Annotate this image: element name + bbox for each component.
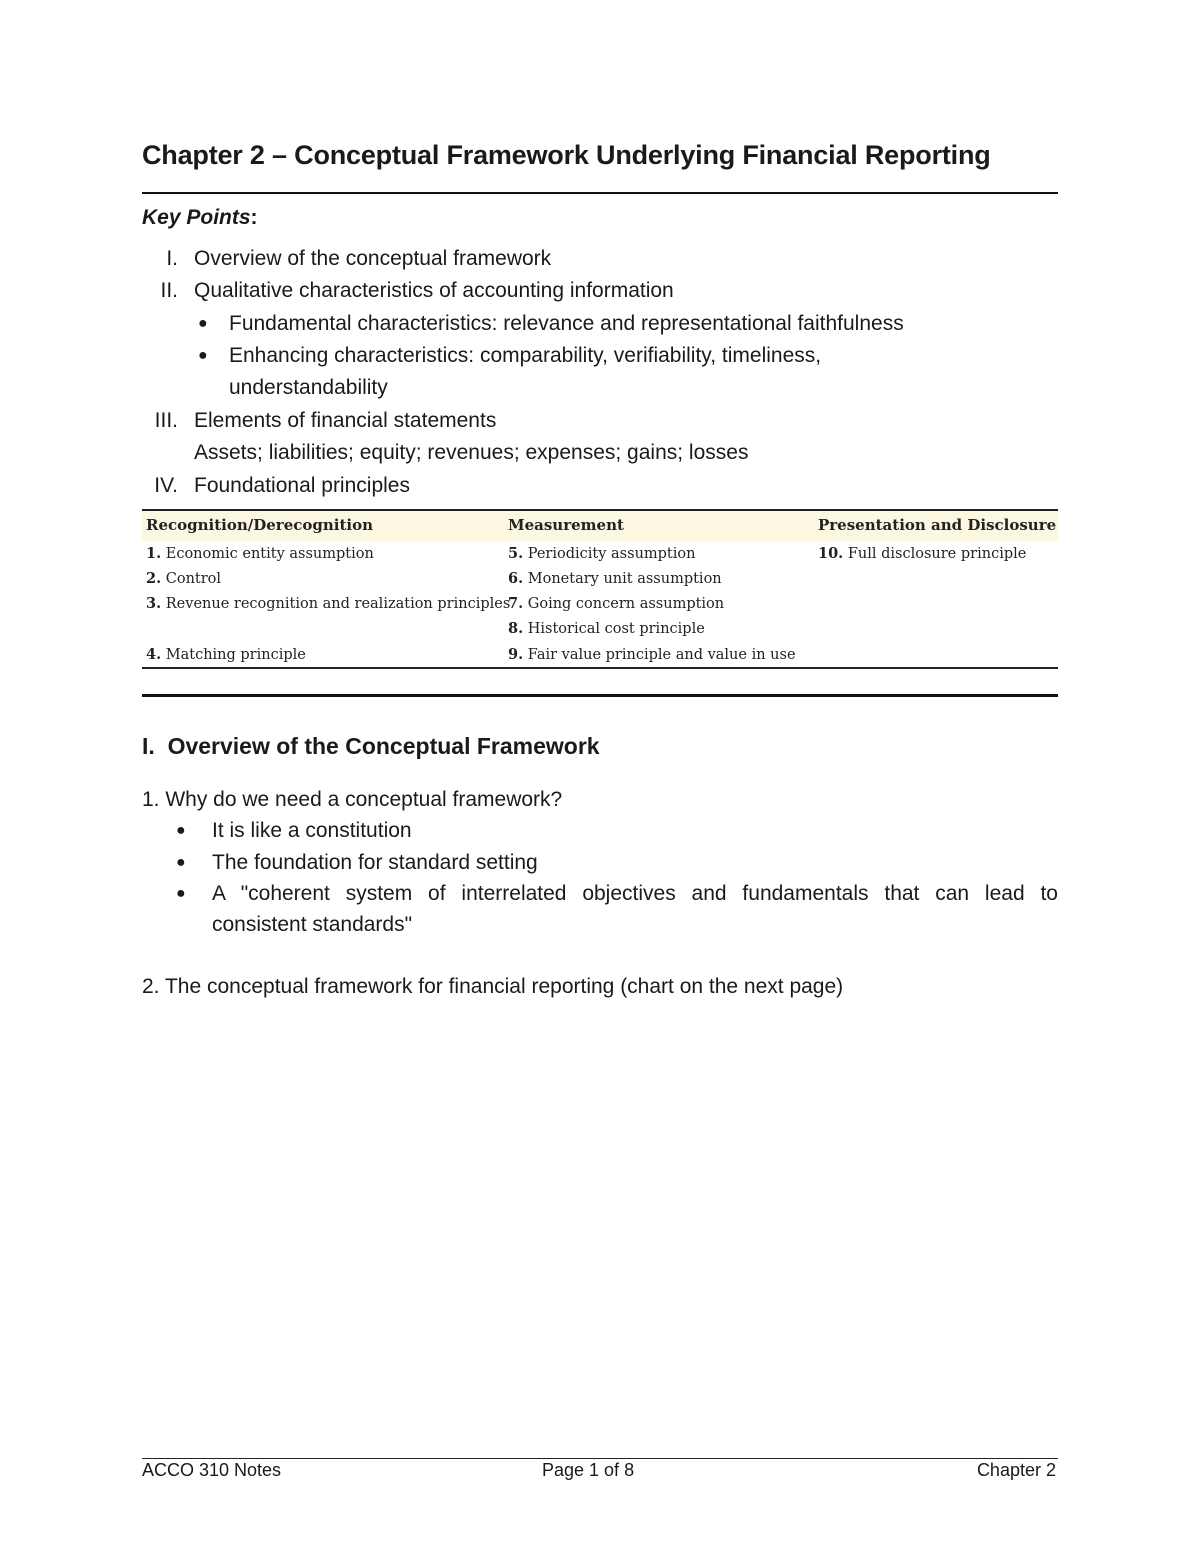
section-numeral: I. [142, 733, 155, 759]
bullet-icon: ● [176, 854, 186, 871]
principle-number: 1. [146, 545, 162, 562]
table-cell [818, 545, 1026, 562]
principle-text: Periodicity assumption [527, 546, 696, 562]
bullet-text: The foundation for standard setting [212, 851, 538, 874]
key-point-numeral: I. [166, 247, 178, 270]
table-cell [146, 545, 374, 562]
principle-number: 9. [508, 646, 524, 663]
table-cell [508, 595, 724, 612]
bullet-icon: ● [176, 885, 186, 902]
footer-right: Chapter 2 [976, 1460, 1056, 1480]
principle-text: Full disclosure principle [847, 546, 1027, 562]
section-title: Overview of the Conceptual Framework [167, 733, 600, 759]
sub-bullet-text: understandability [229, 376, 388, 399]
table-cell [146, 570, 221, 587]
table-cell [146, 595, 510, 612]
table-cell [508, 570, 722, 587]
bullet-text: It is like a constitution [212, 819, 412, 842]
table-header-measurement: Measurement [508, 516, 624, 534]
bullet-text: A "coherent system of interrelated objectives and fundamentals that can lead to [212, 882, 1058, 905]
principle-number: 3. [146, 595, 162, 612]
key-points-colon: : [250, 206, 258, 229]
key-point-text: Elements of financial statements [194, 409, 497, 432]
table-header-recognition: Recognition/Derecognition [146, 516, 374, 534]
bullet-icon: ● [176, 822, 186, 839]
key-point-numeral: II. [160, 279, 178, 302]
table-cell [146, 646, 306, 663]
question-2: 2. The conceptual framework for financial reporting (chart on the next page) [142, 975, 844, 998]
section-divider [142, 694, 1058, 697]
principle-number: 10. [818, 545, 844, 562]
principle-number: 5. [508, 545, 524, 562]
table-header-presentation: Presentation and Disclosure [818, 516, 1057, 534]
bullet-icon: ● [198, 347, 208, 364]
principle-number: 8. [508, 620, 524, 637]
key-points-label: Key Points [142, 206, 251, 229]
principle-text: Going concern assumption [527, 596, 725, 612]
table-cell [508, 620, 705, 637]
sub-bullet-text: Enhancing characteristics: comparability, verifiability, timeliness, [229, 344, 822, 367]
principle-number: 4. [146, 646, 162, 663]
table-bottom-rule [142, 667, 1058, 669]
key-point-numeral: III. [154, 409, 178, 432]
key-point-text: Qualitative characteristics of accounting information [194, 279, 674, 302]
key-points-heading [142, 206, 258, 230]
principle-text: Fair value principle and value in use [527, 647, 796, 663]
bullet-text: consistent standards" [212, 913, 413, 936]
principle-text: Monetary unit assumption [527, 571, 722, 587]
table-cell [508, 545, 695, 562]
sub-bullet-text: Fundamental characteristics: relevance and representational faithfulness [229, 312, 904, 335]
question-1: 1. Why do we need a conceptual framework? [142, 788, 563, 811]
table-cell [508, 646, 796, 663]
footer-rule [142, 1458, 1058, 1459]
principle-number: 2. [146, 570, 162, 587]
principle-text: Control [165, 571, 222, 587]
principle-number: 6. [508, 570, 524, 587]
title-divider [142, 192, 1058, 194]
principle-text: Economic entity assumption [165, 546, 374, 562]
page-title: Chapter 2 – Conceptual Framework Underlying Financial Reporting [142, 140, 991, 170]
footer-left: ACCO 310 Notes [142, 1460, 282, 1480]
principle-text: Revenue recognition and realization principles [165, 596, 511, 612]
key-point-text: Foundational principles [194, 474, 410, 497]
principle-text: Historical cost principle [527, 621, 705, 637]
principle-text: Matching principle [165, 647, 306, 663]
elements-text: Assets; liabilities; equity; revenues; expenses; gains; losses [194, 441, 749, 464]
key-point-text: Overview of the conceptual framework [194, 247, 552, 270]
key-point-numeral: IV. [154, 474, 178, 497]
principle-number: 7. [508, 595, 524, 612]
bullet-icon: ● [198, 315, 208, 332]
footer-page-number: Page 1 of 8 [542, 1460, 635, 1480]
section-heading [142, 733, 600, 760]
